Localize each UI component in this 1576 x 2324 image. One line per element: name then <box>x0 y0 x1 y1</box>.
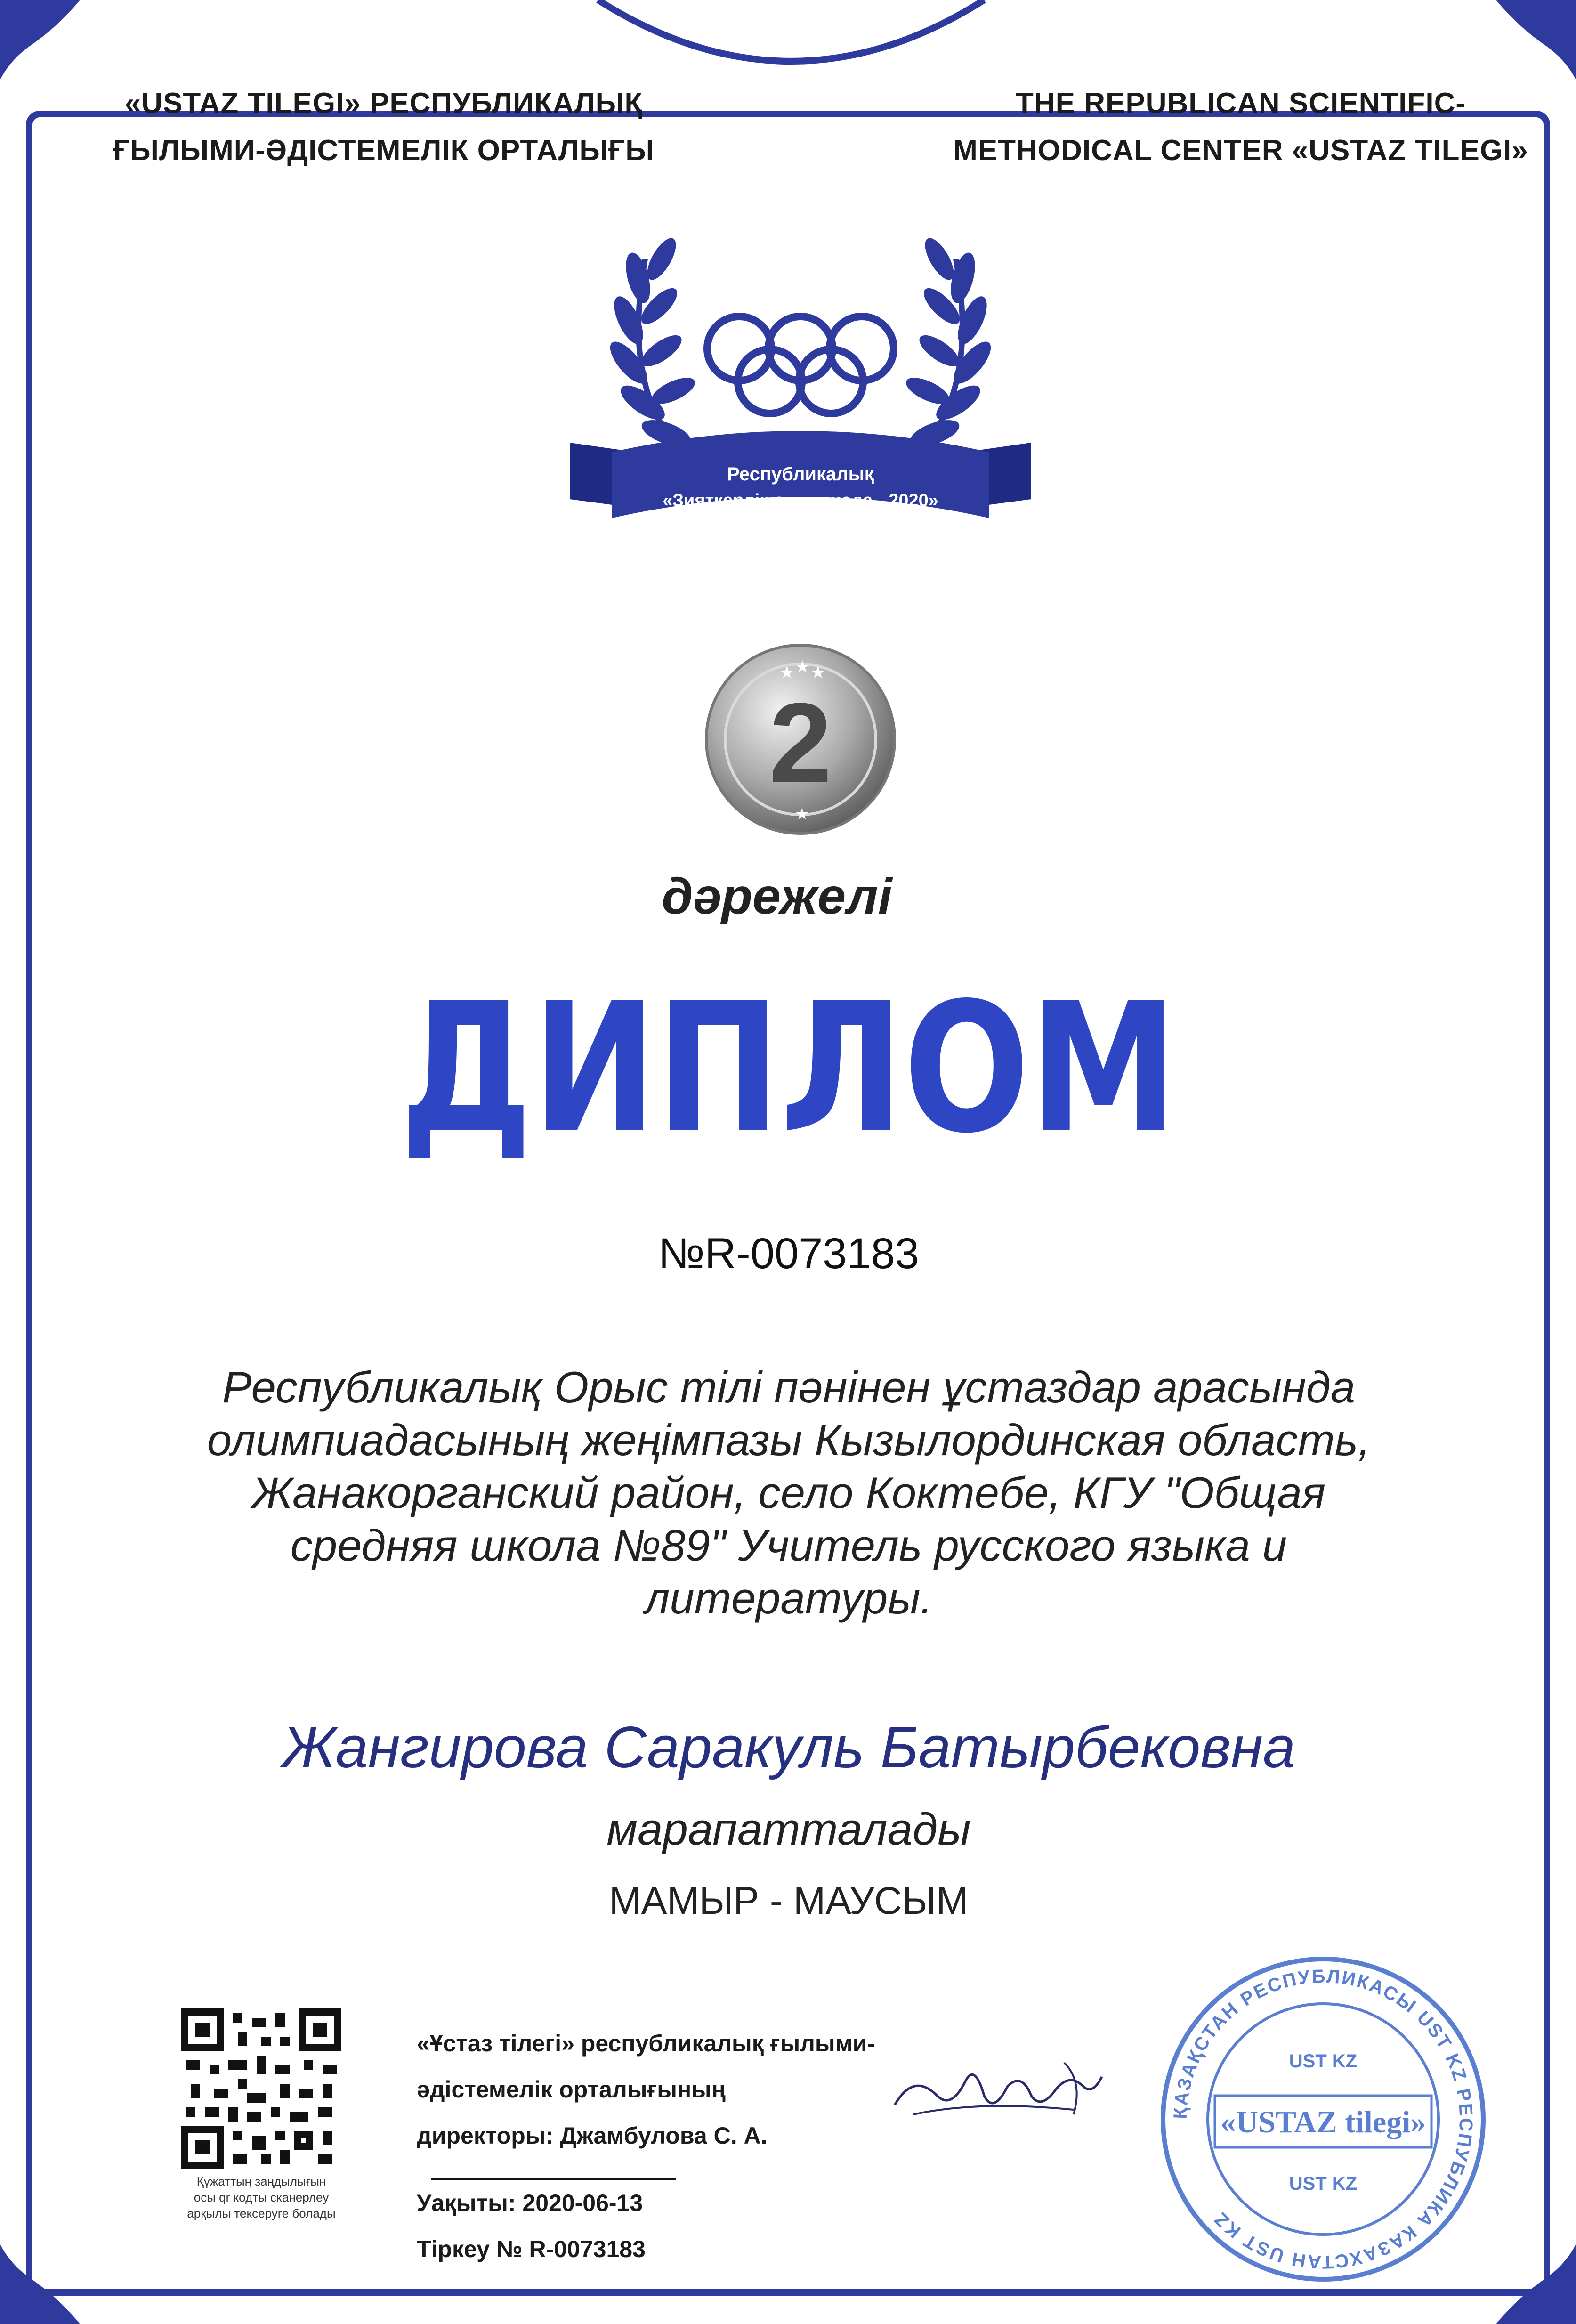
header-right-line1: THE REPUBLICAN SCIENTIFIC- <box>1016 87 1466 120</box>
period-text: МАМЫР - МАУСЫМ <box>609 1879 969 1922</box>
handwritten-signature <box>885 2044 1111 2138</box>
qr-caption-line: осы qr кодты сканерлеу <box>194 2190 329 2204</box>
date-row <box>417 2180 1123 2226</box>
stamp-center-text: «USTAZ tilegi» <box>1220 2105 1426 2139</box>
corner-ornament-bottom-left <box>0 2230 94 2324</box>
award-description-line: средняя школа №89" Учитель русского языка и <box>290 1521 1287 1570</box>
date-value: 2020-06-13 <box>522 2190 643 2216</box>
svg-text:★: ★ <box>795 805 809 824</box>
header-left-line1: «USTAZ TILEGI» РЕСПУБЛИКАЛЫҚ <box>124 87 643 120</box>
silver-medal-icon <box>678 640 923 838</box>
official-stamp <box>1154 1950 1493 2289</box>
svg-text:★: ★ <box>779 663 795 682</box>
svg-text:★: ★ <box>795 657 810 677</box>
award-description-line: литературы. <box>645 1573 933 1623</box>
award-description-line: олимпиадасының жеңімпазы Кызылординская область, <box>207 1415 1371 1465</box>
corner-ornament-top-left <box>0 0 94 94</box>
award-description-line: Жанакорганский район, село Коктебе, КГУ "Общая <box>251 1468 1326 1517</box>
svg-text:★: ★ <box>810 663 826 682</box>
top-center-arc-ornament <box>598 0 984 75</box>
award-description-line: Республикалық Орыс тілі пәнінен ұстаздар арасында <box>222 1362 1356 1412</box>
qr-caption <box>148 2173 374 2221</box>
date-label: Уақыты: <box>417 2190 516 2216</box>
award-description <box>104 1361 1474 1625</box>
reg-row <box>417 2226 1123 2272</box>
director-name: директоры: Джамбулова С. А. <box>417 2122 768 2149</box>
diploma-title <box>377 951 1201 1173</box>
ribbon-line2: «Зияткерлік олимпиада - 2020» <box>663 491 938 510</box>
stamp-bottom-small: UST KZ <box>1289 2173 1358 2194</box>
qr-code-icon <box>181 2008 341 2169</box>
qr-caption-line: Құжаттың заңдылығын <box>196 2174 326 2188</box>
signature-line <box>431 2159 676 2180</box>
diploma-number: №R-0073183 <box>658 1230 919 1278</box>
level-word: дәрежелі <box>662 867 892 924</box>
header-right-line2: METHODICAL CENTER «USTAZ TILEGI» <box>953 134 1528 167</box>
header-right <box>942 80 1540 174</box>
stamp-outer-text: ҚАЗАҚСТАН РЕСПУБЛИКАСЫ UST KZ РЕСПУБЛИКА КАЗАХСТАН UST KZ <box>1170 1966 1477 2273</box>
diploma-title-text: ДИПЛОМ <box>400 964 1177 1173</box>
corner-ornament-bottom-right <box>1482 2230 1576 2324</box>
issuer-line2: әдістемелік орталығының <box>417 2076 726 2103</box>
olympic-rings-laurel-icon <box>541 188 1059 565</box>
reg-value: R-0073183 <box>529 2236 646 2262</box>
awarded-text: марапатталады <box>606 1804 971 1854</box>
recipient-name: Жангирова Саракуль Батырбековна <box>282 1715 1296 1780</box>
issuer-line1: «Ұстаз тілегі» республикалық ғылыми- <box>417 2030 875 2057</box>
reg-label: Тіркеу № <box>417 2236 523 2262</box>
medal-digit: 2 <box>769 680 832 806</box>
ribbon-line1: Республикалық <box>727 464 874 485</box>
qr-caption-line: арқылы тексеруге болады <box>187 2206 336 2220</box>
stamp-top-small: UST KZ <box>1289 2051 1358 2072</box>
header-left <box>108 80 659 174</box>
header-left-line2: ҒЫЛЫМИ-ӘДІСТЕМЕЛІК ОРТАЛЫҒЫ <box>113 134 655 167</box>
